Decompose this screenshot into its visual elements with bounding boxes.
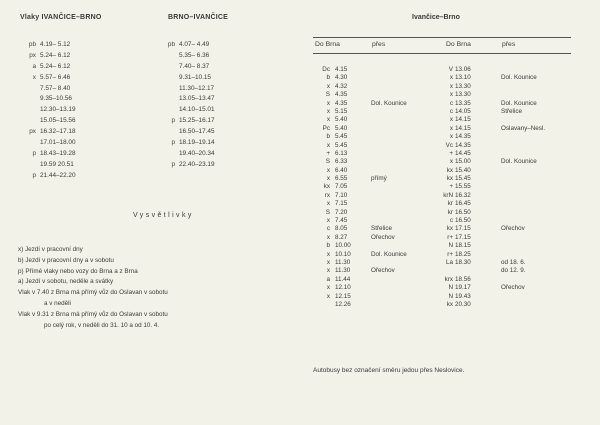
train-time: 19.59 20.51 xyxy=(40,160,74,168)
train-time: 9.31–10.15 xyxy=(179,73,211,81)
bus-time: 15.45 xyxy=(455,175,471,183)
bus-time: 12.10 xyxy=(335,284,351,292)
train-row xyxy=(22,171,90,182)
bus-row xyxy=(313,133,571,141)
train-mark xyxy=(22,105,40,116)
train-row xyxy=(161,160,229,171)
bus-time: 16.45 xyxy=(455,200,471,208)
bus-mark: r+ xyxy=(447,233,453,241)
col-header-do-brna-2: Do Brna xyxy=(446,41,471,48)
bus-time: 18.15 xyxy=(455,242,471,250)
bus-time: 5.15 xyxy=(335,107,348,115)
legend-item: a) Jezdí v sobotu, neděle a svátky xyxy=(18,278,114,286)
train-mark xyxy=(161,62,179,73)
train-row xyxy=(22,127,90,138)
col-header-do-brna-1: Do Brna xyxy=(315,41,340,48)
train-row xyxy=(161,138,229,149)
bus-time: 15.00 xyxy=(455,158,471,166)
bus-mark: b xyxy=(326,242,330,250)
bus-time: 4.30 xyxy=(335,74,348,82)
train-mark xyxy=(161,105,179,116)
bus-time: 14.35 xyxy=(455,141,471,149)
bus-mark: x xyxy=(326,233,330,241)
bus-mark: x xyxy=(326,217,330,225)
bus-time: 18.56 xyxy=(455,275,471,283)
bus-time: 10.00 xyxy=(335,242,351,250)
bus-row xyxy=(313,100,571,108)
legend xyxy=(18,245,168,331)
bus-row xyxy=(313,192,571,200)
bus-mark: x xyxy=(326,267,330,275)
train-row xyxy=(161,51,229,62)
train-mark xyxy=(161,51,179,62)
train-row xyxy=(161,127,229,138)
bus-row xyxy=(313,209,571,217)
bus-row xyxy=(313,284,571,292)
bus-time: 5.40 xyxy=(335,116,348,124)
train-mark: p xyxy=(171,160,175,168)
train-row xyxy=(161,62,229,73)
train-mark xyxy=(161,73,179,84)
bus-row xyxy=(313,267,571,275)
train-time: 7.40– 8.37 xyxy=(179,62,210,70)
bus-via: Ořechov xyxy=(501,225,525,233)
train-time: 5.24– 6.12 xyxy=(40,51,71,59)
bus-mark: c xyxy=(449,217,453,225)
legend-item: Vlak v 7.40 z Brna má přímý vůz do Oslavan v sobotu xyxy=(18,289,168,297)
bus-row xyxy=(313,150,571,158)
bus-row xyxy=(313,200,571,208)
bus-time: 13.10 xyxy=(455,74,471,82)
bus-row xyxy=(313,74,571,82)
bus-time: 4.35 xyxy=(335,99,348,107)
train-mark: pb xyxy=(28,41,36,48)
bus-mark: x xyxy=(326,200,330,208)
bus-time: 6.40 xyxy=(335,166,348,174)
bus-via: Dol. Kounice xyxy=(371,99,407,107)
bus-time: 13.30 xyxy=(455,82,471,90)
bus-mark: Pc xyxy=(322,124,330,132)
bus-mark: V xyxy=(448,66,453,73)
bus-mark: S xyxy=(325,91,330,99)
bus-mark: N xyxy=(448,242,453,250)
train-mark: px xyxy=(29,128,36,136)
legend-item: b) Jezdí v pracovní dny a v sobotu xyxy=(18,256,114,264)
bus-mark: kx xyxy=(446,300,453,308)
bus-title: Ivančice–Brno xyxy=(412,14,460,21)
train-row xyxy=(161,105,229,116)
bus-time: 16.32 xyxy=(455,191,471,199)
bus-time: 13.35 xyxy=(455,99,471,107)
bus-time: 4.35 xyxy=(335,91,348,99)
bus-time: 17.15 xyxy=(455,233,471,241)
train-time: 11.30–12.17 xyxy=(179,84,215,92)
train-time: 15.05–15.56 xyxy=(40,117,76,125)
bus-mark: La xyxy=(445,258,453,266)
bus-row xyxy=(313,91,571,99)
bus-mark: kx xyxy=(446,225,453,233)
train-mark: x xyxy=(32,73,36,81)
bus-time: 4.32 xyxy=(335,82,348,90)
legend-item: a v neděli xyxy=(44,299,71,307)
bus-mark: rx xyxy=(324,191,330,199)
train-time: 5.24– 6.12 xyxy=(40,62,71,70)
bus-time: 12.26 xyxy=(335,300,351,308)
train-mark xyxy=(161,149,179,160)
train-mark xyxy=(161,127,179,138)
bus-mark: x xyxy=(449,74,453,82)
train-mark: pb xyxy=(167,41,175,48)
col-header-pres-1: přes xyxy=(372,41,386,48)
bus-mark: x xyxy=(449,158,453,166)
legend-item: x) Jezdí v pracovní dny xyxy=(18,246,83,253)
bus-mark: x xyxy=(326,141,330,149)
bus-time: 16.50 xyxy=(455,217,471,225)
bus-row xyxy=(313,259,571,267)
bus-mark: kr xyxy=(447,208,453,216)
train-times-brno-ivancice xyxy=(161,40,229,171)
bus-departures-table xyxy=(313,66,571,309)
train-time: 14.10–15.01 xyxy=(179,106,215,114)
train-time: 18.19–19.14 xyxy=(179,139,215,147)
bus-row xyxy=(313,276,571,284)
bus-mark: + xyxy=(449,149,453,157)
train-time: 5.35– 6.36 xyxy=(179,51,210,59)
bus-time: 18.30 xyxy=(455,258,471,266)
bus-mark: x xyxy=(449,124,453,132)
train-mark: p xyxy=(171,139,175,147)
train-row xyxy=(161,84,229,95)
train-row xyxy=(22,105,90,116)
bus-mark: + xyxy=(326,149,330,157)
train-time: 18.43–19.28 xyxy=(40,149,76,157)
bus-mark: x xyxy=(449,116,453,124)
bus-time: 5.45 xyxy=(335,141,348,149)
bus-via: Dol. Kounice xyxy=(501,99,537,107)
bus-mark: N xyxy=(448,292,453,300)
train-mark: p xyxy=(171,117,175,125)
bus-time: 7.05 xyxy=(335,183,348,191)
bus-time: 7.15 xyxy=(335,200,348,208)
bus-via: Ořechov xyxy=(371,233,395,241)
bus-mark: x xyxy=(326,292,330,300)
legend-item: po celý rok, v neděli do 31. 10 a od 10. 4. xyxy=(44,321,160,329)
bus-mark: N xyxy=(448,284,453,292)
bus-mark: x xyxy=(326,284,330,292)
bus-time: 14.15 xyxy=(455,116,471,124)
bus-time: 15.55 xyxy=(455,183,471,191)
train-row xyxy=(161,40,229,51)
bus-row xyxy=(313,175,571,183)
bus-time: 11.30 xyxy=(335,258,351,266)
legend-title: Vysvětlivky xyxy=(133,212,194,219)
train-row xyxy=(161,116,229,127)
bus-row xyxy=(313,225,571,233)
header-rule-bottom xyxy=(313,53,571,54)
train-mark xyxy=(161,94,179,105)
train-time: 22.40–23.19 xyxy=(179,160,215,168)
bus-time: 18.25 xyxy=(455,250,471,258)
bus-via: Ořechov xyxy=(371,267,395,275)
bus-mark: x xyxy=(326,258,330,266)
bus-time: 5.45 xyxy=(335,133,348,141)
bus-mark: x xyxy=(326,99,330,107)
train-row xyxy=(22,149,90,160)
bus-mark: a xyxy=(326,275,330,283)
bus-mark: x xyxy=(326,116,330,124)
train-time: 9.35–10.56 xyxy=(40,95,72,103)
bus-time: 19.17 xyxy=(455,284,471,292)
bus-time: 14.15 xyxy=(455,124,471,132)
bus-time: 7.10 xyxy=(335,191,348,199)
bus-row xyxy=(313,158,571,166)
bus-mark: c xyxy=(326,225,330,233)
bus-via: Dol. Kounice xyxy=(501,158,537,166)
train-mark: p xyxy=(32,171,36,179)
bus-mark: kx xyxy=(323,183,330,191)
bus-mark: kr xyxy=(447,200,453,208)
bus-mark: c xyxy=(449,99,453,107)
legend-item: Vlak v 9.31 z Brna má přímý vůz do Oslavan v sobotu xyxy=(18,310,168,318)
bus-mark: x xyxy=(449,82,453,90)
train-row xyxy=(22,40,90,51)
bus-row xyxy=(313,125,571,133)
train-time: 13.05–13.47 xyxy=(179,95,215,103)
footnote: Autobusy bez označení směru jedou přes Neslovice. xyxy=(313,367,465,374)
train-row xyxy=(22,51,90,62)
train-time: 5.57– 6.46 xyxy=(40,73,71,81)
bus-mark: + xyxy=(449,183,453,191)
bus-mark: x xyxy=(326,250,330,258)
bus-mark: b xyxy=(326,74,330,82)
bus-mark: S xyxy=(325,208,330,216)
train-time: 16.50–17.45 xyxy=(179,128,215,136)
bus-via: do 12. 9. xyxy=(501,267,526,275)
train-time: 17.01–18.00 xyxy=(40,139,76,147)
train-time: 4.19– 5.12 xyxy=(40,41,71,48)
bus-time: 13.30 xyxy=(455,91,471,99)
train-mark xyxy=(22,94,40,105)
train-row xyxy=(22,160,90,171)
bus-via: od 18. 6. xyxy=(501,258,526,266)
bus-row xyxy=(313,108,571,116)
bus-time: 6.55 xyxy=(335,175,348,183)
bus-time: 17.15 xyxy=(455,225,471,233)
train-time: 7.57– 8.40 xyxy=(40,84,71,92)
bus-mark: krN xyxy=(443,191,453,199)
legend-item: p) Přímé vlaky nebo vozy do Brna a z Brna xyxy=(18,267,138,275)
bus-mark: Vc xyxy=(445,141,453,149)
bus-row xyxy=(313,242,571,250)
bus-time: 20.30 xyxy=(455,300,471,308)
train-mark: a xyxy=(32,62,36,70)
bus-time: 6.13 xyxy=(335,149,348,157)
bus-time: 7.20 xyxy=(335,208,348,216)
bus-via: Oslavany–Nesl. xyxy=(501,124,546,132)
train-mark xyxy=(22,84,40,95)
bus-mark: x xyxy=(326,107,330,115)
bus-via: přímý xyxy=(371,175,387,183)
train-row xyxy=(22,62,90,73)
bus-row xyxy=(313,217,571,225)
bus-time: 5.40 xyxy=(335,124,348,132)
train-time: 21.44–22.20 xyxy=(40,171,76,179)
bus-time: 13.06 xyxy=(455,66,471,73)
bus-time: 11.30 xyxy=(335,267,351,275)
bus-mark: x xyxy=(449,133,453,141)
bus-row xyxy=(313,142,571,150)
bus-row xyxy=(313,251,571,259)
bus-time: 10.10 xyxy=(335,250,351,258)
bus-time: 12.15 xyxy=(335,292,351,300)
bus-time: 8.05 xyxy=(335,225,348,233)
bus-mark: c xyxy=(449,107,453,115)
bus-mark: b xyxy=(326,133,330,141)
train-row xyxy=(22,116,90,127)
bus-mark: kx xyxy=(446,166,453,174)
bus-via: Střelice xyxy=(501,107,522,115)
train-mark xyxy=(22,160,40,171)
bus-time: 6.33 xyxy=(335,158,348,166)
train-mark: p xyxy=(32,149,36,157)
train-mark xyxy=(22,116,40,127)
train-row xyxy=(22,94,90,105)
train-time: 16.32–17.18 xyxy=(40,128,76,136)
bus-via: Střelice xyxy=(371,225,392,233)
train-time: 19.40–20.34 xyxy=(179,149,215,157)
bus-via: Ořechov xyxy=(501,284,525,292)
bus-time: 4.15 xyxy=(335,66,348,73)
train-row xyxy=(161,149,229,160)
bus-row xyxy=(313,293,571,301)
bus-via: Dol. Kounice xyxy=(501,74,537,82)
bus-row xyxy=(313,183,571,191)
train-row xyxy=(161,73,229,84)
bus-mark: x xyxy=(326,175,330,183)
bus-mark: x xyxy=(326,166,330,174)
train-row xyxy=(22,84,90,95)
bus-mark: x xyxy=(326,82,330,90)
bus-row xyxy=(313,66,571,74)
bus-time: 8.27 xyxy=(335,233,348,241)
bus-via: Dol. Kounice xyxy=(371,250,407,258)
train-row xyxy=(22,73,90,84)
header-rule-top xyxy=(313,37,571,38)
bus-mark: krx xyxy=(444,275,453,283)
train-row xyxy=(161,94,229,105)
bus-mark: kx xyxy=(446,175,453,183)
bus-row xyxy=(313,301,571,309)
train-mark xyxy=(161,84,179,95)
bus-time: 11.44 xyxy=(335,275,351,283)
bus-mark: x xyxy=(449,91,453,99)
bus-time: 16.50 xyxy=(455,208,471,216)
col-header-pres-2: přes xyxy=(502,41,516,48)
bus-time: 14.35 xyxy=(455,133,471,141)
bus-row xyxy=(313,116,571,124)
train-time: 15.25–16.17 xyxy=(179,117,215,125)
header-ivancice-brno: Vlaky IVANČICE–BRNO xyxy=(20,14,102,21)
train-time: 4.07– 4.49 xyxy=(179,41,210,48)
bus-time: 7.45 xyxy=(335,217,348,225)
train-mark: px xyxy=(29,51,36,59)
train-times-ivancice-brno xyxy=(22,40,90,182)
bus-time: 19.43 xyxy=(455,292,471,300)
train-time: 12.30–13.19 xyxy=(40,106,76,114)
bus-time: 14.45 xyxy=(455,149,471,157)
bus-row xyxy=(313,83,571,91)
train-mark xyxy=(22,138,40,149)
bus-time: 15.40 xyxy=(455,166,471,174)
bus-time: 14.05 xyxy=(455,107,471,115)
bus-mark: r+ xyxy=(447,250,453,258)
bus-mark: Dc xyxy=(322,66,330,73)
train-row xyxy=(22,138,90,149)
bus-mark: S xyxy=(325,158,330,166)
header-brno-ivancice: BRNO–IVANČICE xyxy=(168,14,229,21)
bus-row xyxy=(313,234,571,242)
bus-row xyxy=(313,167,571,175)
